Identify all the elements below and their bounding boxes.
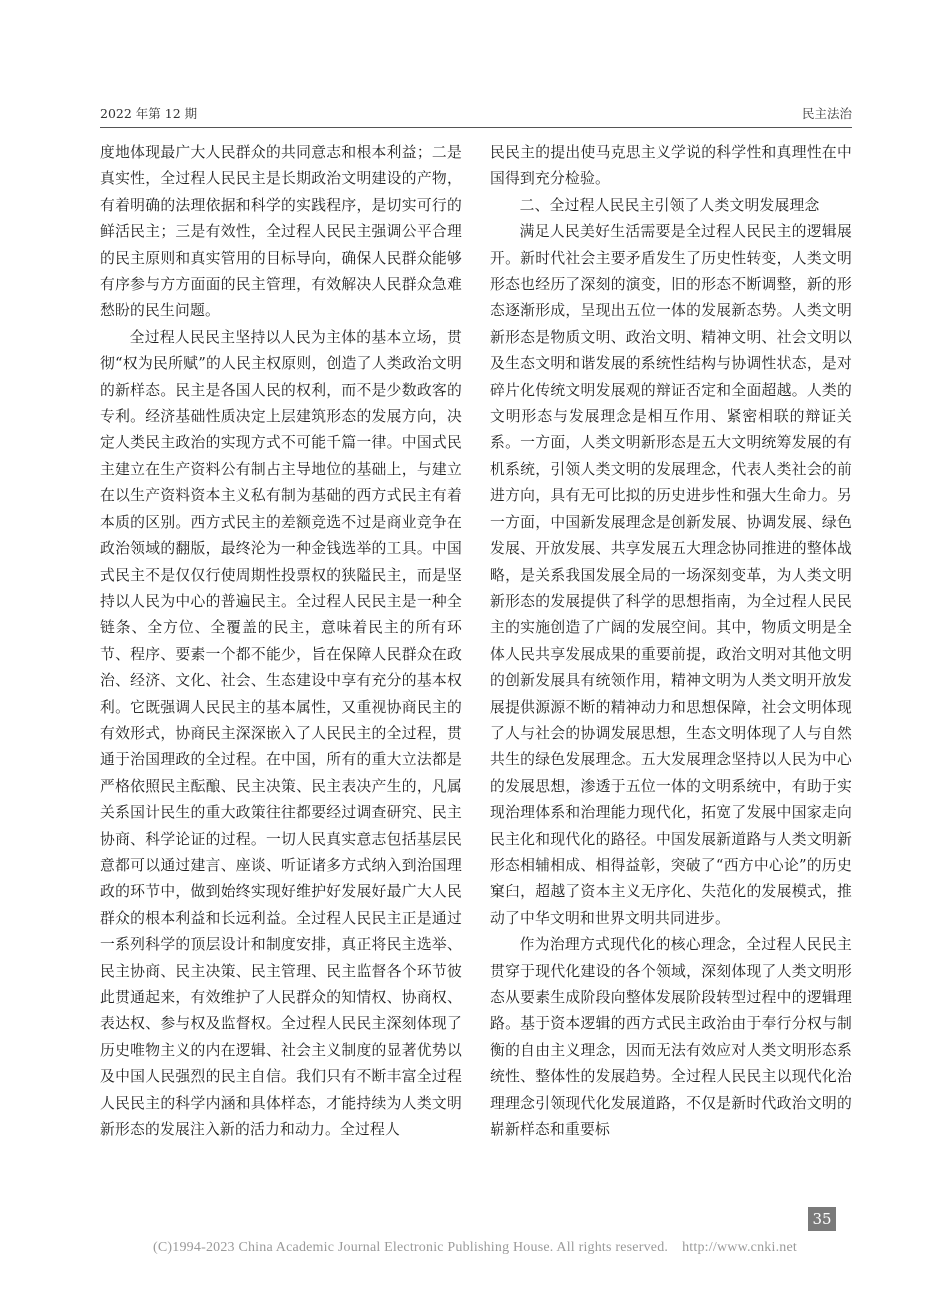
paragraph: 民民主的提出使马克思主义学说的科学性和真理性在中国得到充分检验。	[490, 144, 852, 188]
paragraph: 度地体现最广大人民群众的共同意志和根本利益；二是真实性，全过程人民民主是长期政治文明建设的产物，有着明确的法理依据和科学的实践程序，是切实可行的鲜活民主；三是有效性，全过程人民民主强调公平合理的民主原则和真实管用的目标导向，确保人民群众能够有序参与方方面面的民主管理，有效解决人民群众急难愁盼的民生问题。	[100, 144, 462, 320]
source-url: http://www.cnki.net	[682, 1240, 797, 1255]
header-divider	[100, 127, 852, 128]
section-heading: 二、全过程人民民主引领了人类文明发展理念	[519, 196, 820, 214]
paragraph: 满足人民美好生活需要是全过程人民民主的逻辑展开。新时代社会主要矛盾发生了历史性转变，人类文明形态也经历了深刻的演变，旧的形态不断调整，新的形态逐渐形成，呈现出五位一体的发展新态势。人类文明新形态是物质文明、政治文明、精神文明、社会文明以及生态文明和谐发展的系统性结构与协调性状态，是对碎片化传统文明发展观的辩证否定和全面超越。人类的文明形态与发展理念是相互作用、紧密相联的辩证关系。一方面，人类文明新形态是五大文明统筹发展的有机系统，引领人类文明的发展理念，代表人类社会的前进方向，具有无可比拟的历史进步性和强大生命力。另一方面，中国新发展理念是创新发展、协调发展、绿色发展、开放发展、共享发展五大理念协同推进的整体战略，是关系我国发展全局的一场深刻变革，为人类文明新形态的发展提供了科学的思想指南，为全过程人民民主的实施创造了广阔的发展空间。其中，物质文明是全体人民共享发展成果的重要前提，政治文明对其他文明的创新发展具有统领作用，精神文明为人类文明开放发展提供源源不断的精神动力和思想保障，社会文明体现了人与社会的协调发展思想，生态文明体现了人与自然共生的绿色发展理念。五大发展理念坚持以人民为中心的发展思想，渗透于五位一体的文明系统中，有助于实现治理体系和治理能力现代化，拓宽了发展中国家走向民主化和现代化的路径。中国发展新道路与人类文明新形态相辅相成、相得益彰，突破了“西方中心论”的历史窠臼，超越了资本主义无序化、失范化的发展模式，推动了中华文明和世界文明共同进步。	[490, 223, 852, 927]
left-column	[100, 140, 462, 1143]
paragraph: 作为治理方式现代化的核心理念，全过程人民民主贯穿于现代化建设的各个领域，深刻体现了人类文明形态从要素生成阶段向整体发展阶段转型过程中的逻辑理路。基于资本逻辑的西方式民主政治由于奉行分权与制衡的自由主义理念，因而无法有效应对人类文明形态系统性、整体性的发展趋势。全过程人民民主以现代化治理理念引领现代化发展道路，不仅是新时代政治文明的崭新样态和重要标	[490, 936, 852, 1139]
paragraph: 全过程人民民主坚持以人民为主体的基本立场，贯彻“权为民所赋”的人民主权原则，创造了人类政治文明的新样态。民主是各国人民的权利，而不是少数政客的专利。经济基础性质决定上层建筑形态的发展方向，决定人类民主政治的实现方式不可能千篇一律。中国式民主建立在生产资料公有制占主导地位的基础上，与建立在以生产资料资本主义私有制为基础的西方式民主有着本质的区别。西方式民主的差额竞选不过是商业竞争在政治领域的翻版，最终沦为一种金钱选举的工具。中国式民主不是仅仅行使周期性投票权的狭隘民主，而是坚持以人民为中心的普遍民主。全过程人民民主是一种全链条、全方位、全覆盖的民主，意味着民主的所有环节、程序、要素一个都不能少，旨在保障人民群众在政治、经济、文化、社会、生态建设中享有充分的基本权利。它既强调人民民主的基本属性，又重视协商民主的有效形式，协商民主深深嵌入了人民民主的全过程，贯通于治国理政的全过程。在中国，所有的重大立法都是严格依照民主酝酿、民主决策、民主表决产生的，凡属关系国计民生的重大政策往往都要经过调查研究、民主协商、科学论证的过程。一切人民真实意志包括基层民意都可以通过建言、座谈、听证诸多方式纳入到治国理政的环节中，做到始终实现好维护好发展好最广大人民群众的根本利益和长远利益。全过程人民民主正是通过一系列科学的顶层设计和制度安排，真正将民主选举、民主协商、民主决策、民主管理、民主监督各个环节彼此贯通起来，有效维护了人民群众的知情权、协商权、表达权、参与权及监督权。全过程人民民主深刻体现了历史唯物主义的内在逻辑、社会主义制度的显著优势以及中国人民强烈的民主自信。我们只有不断丰富全过程人民民主的科学内涵和具体样态，才能持续为人类文明新形态的发展注入新的活力和动力。全过程人	[100, 328, 462, 1139]
right-column	[490, 140, 852, 1143]
running-header	[100, 98, 852, 122]
copyright-footer	[0, 1240, 950, 1256]
journal-name: 民主法治	[801, 106, 852, 121]
copyright-text: (C)1994-2023 China Academic Journal Electronic Publishing House. All rights reserved.	[153, 1240, 669, 1255]
page-number: 35	[808, 1207, 836, 1231]
issue-label: 2022 年第 12 期	[100, 106, 198, 121]
